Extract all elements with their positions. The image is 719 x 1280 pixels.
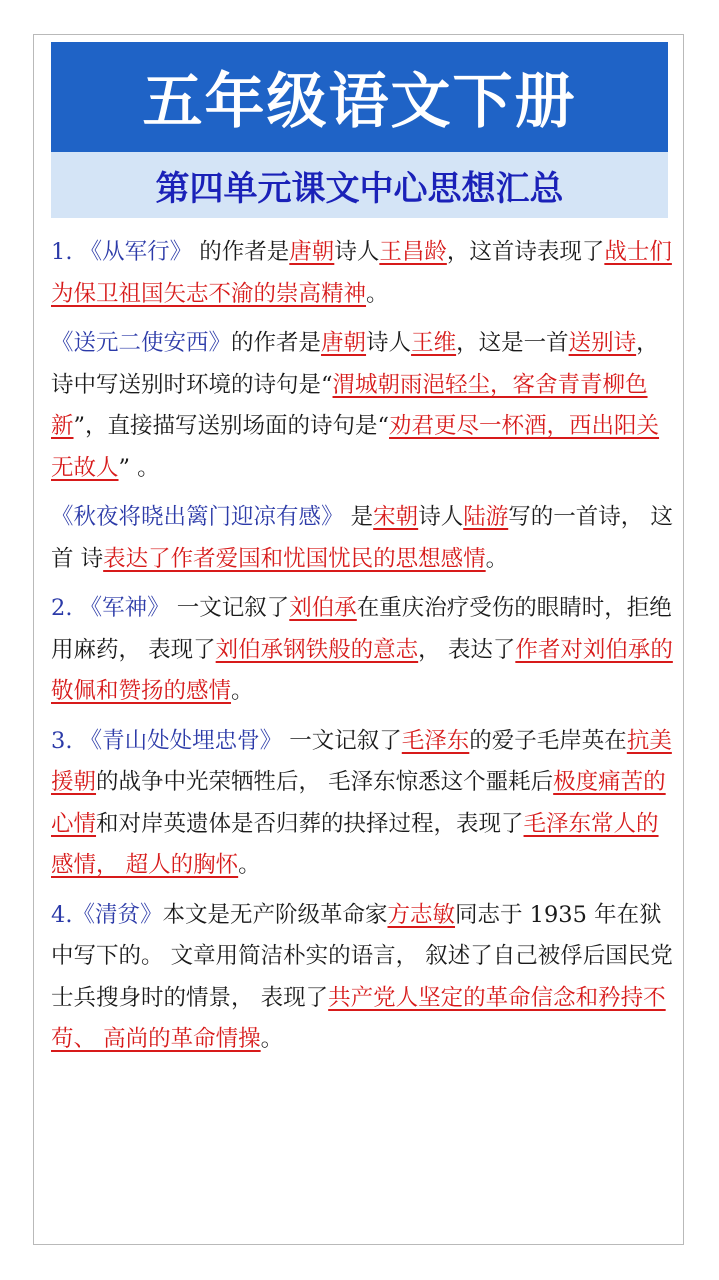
paragraph-2 — [51, 588, 677, 713]
answer: 毛泽东常人的感情， 超人的胸怀 — [51, 810, 659, 878]
answer: 毛泽东 — [401, 727, 470, 754]
paragraph-3 — [51, 721, 677, 887]
answer: 方志敏 — [387, 901, 456, 928]
text: 。 — [485, 545, 509, 572]
answer: 唐朝 — [289, 239, 335, 265]
answer: 刘伯承 — [289, 595, 357, 621]
text: 是 — [343, 504, 374, 530]
answer: 表达了作者爱国和忧国忧民的思想感情 — [103, 545, 486, 572]
text: 。 — [366, 280, 389, 307]
text: 一文记叙了 — [282, 727, 402, 754]
text: 在重庆治疗受伤的眼睛时，拒绝用麻药， 表现了 — [51, 595, 672, 663]
paragraph-1c — [51, 497, 677, 580]
text: 的作者是 — [192, 239, 290, 265]
answer: 送别诗 — [568, 330, 637, 356]
answer: 抗美援朝 — [51, 727, 672, 795]
answer: 宋朝 — [373, 504, 419, 530]
answer: 王昌龄 — [379, 239, 447, 265]
page-subtitle: 第四单元课文中心思想汇总 — [51, 152, 668, 218]
text: 的战争中光荣牺牲后， 毛泽东惊悉这个噩耗后 — [96, 769, 554, 795]
text: 诗人 — [334, 239, 380, 265]
text-title: 《从军行》 — [79, 239, 193, 265]
answer: 刘伯承钢铁般的意志 — [215, 636, 419, 663]
text: 和对岸英遗体是否归葬的抉择过程，表现了 — [96, 810, 524, 837]
item-number: 2. — [51, 595, 73, 621]
text: 一文记叙了 — [169, 595, 290, 621]
answer: 劝君更尽一杯酒，西出阳关无故人 — [51, 413, 660, 481]
content-body — [51, 232, 677, 1069]
text: 。 — [238, 852, 261, 878]
text-title: 《送元二使安西》 — [51, 330, 232, 356]
text: ，诗中写送别时环境的诗句是“ — [51, 330, 659, 398]
text: ，这首诗表现了 — [446, 239, 605, 265]
text: ，这是一首 — [456, 330, 569, 356]
item-number: 3. — [51, 727, 73, 754]
answer: 极度痛苦的心情 — [51, 769, 666, 837]
text-title: 《青山处处埋忠骨》 — [72, 727, 283, 754]
text: 同志于 1935 年在狱中写下的。 文章用简洁朴实的语言， 叙述了自己被俘后国民党士兵搜身时的情景， 表现了 — [51, 901, 673, 1011]
answer: 作者对刘伯承的敬佩和赞扬的感情 — [51, 636, 673, 704]
answer: 战士们 为保卫祖国矢志不渝的崇高精神 — [51, 239, 672, 307]
answer: 渭城朝雨浥轻尘，客舍青青柳色新 — [51, 371, 648, 439]
text-title: 《秋夜将晓出篱门迎凉有感》 — [51, 504, 344, 530]
text: 。 — [260, 1026, 284, 1052]
text: 诗人 — [418, 504, 464, 530]
text: ， 表达了 — [418, 636, 516, 663]
text-title: 《军神》 — [72, 595, 170, 621]
text: 诗人 — [366, 330, 412, 356]
text: 本文是无产阶级革命家 — [162, 901, 388, 928]
text: 写的一首诗， 这首 诗 — [51, 504, 673, 572]
text: ” 。 — [118, 454, 160, 481]
page-title: 五年级语文下册 — [51, 42, 668, 152]
item-number: 4. — [51, 901, 73, 928]
item-number: 1. — [51, 239, 73, 265]
text: 。 — [231, 678, 254, 704]
text: 的爱子毛岸英在 — [469, 727, 627, 754]
text: ”，直接描写送别场面的诗句是“ — [73, 413, 390, 439]
answer: 唐朝 — [321, 330, 367, 356]
answer: 陆游 — [463, 504, 509, 530]
answer: 王维 — [411, 330, 457, 356]
paragraph-1b — [51, 323, 677, 489]
paragraph-4 — [51, 895, 677, 1061]
answer: 共产党人坚定的革命信念和矜持不苟、 高尚的革命情操 — [51, 984, 666, 1052]
text: 的作者是 — [231, 330, 322, 356]
text-title: 《清贫》 — [72, 901, 163, 928]
paragraph-1a — [51, 232, 677, 315]
